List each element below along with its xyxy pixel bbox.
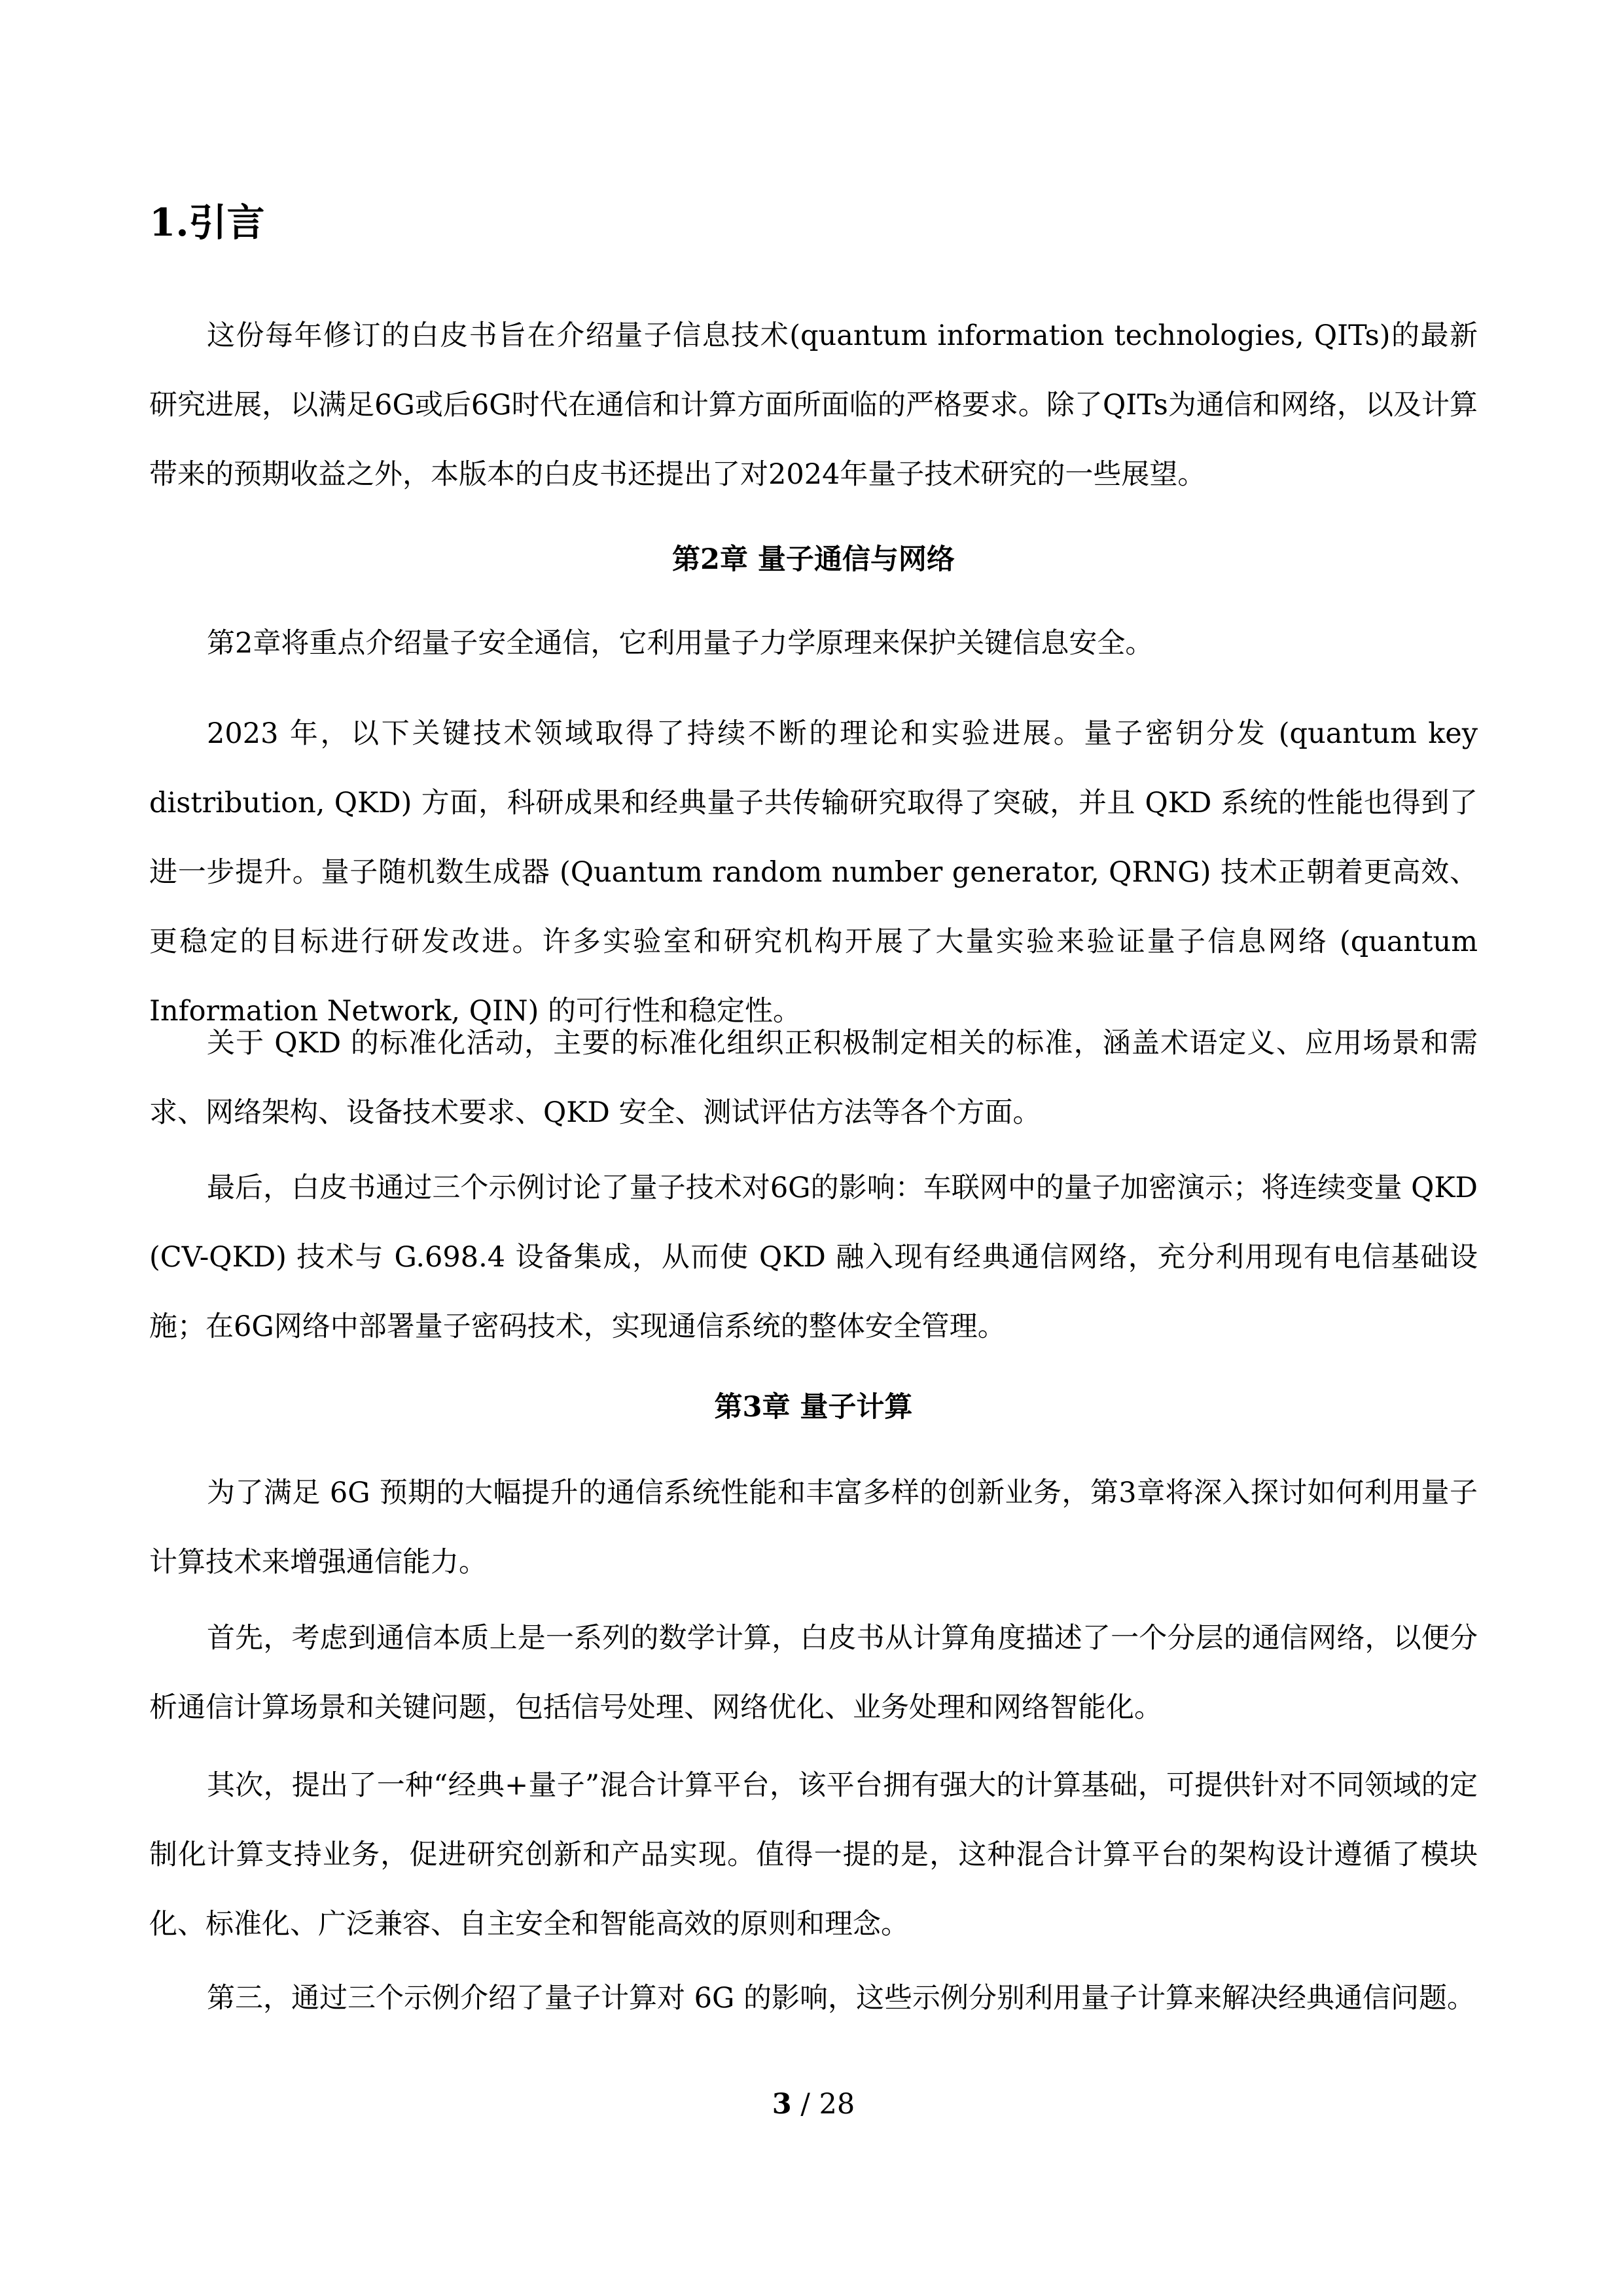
chapter-2-paragraph-4: 最后，白皮书通过三个示例讨论了量子技术对6G的影响：车联网中的量子加密演示；将连续变量 QKD (CV-QKD) 技术与 G.698.4 设备集成，从而使 QKD 融入现有经典通信网络，充分利用现有电信基础设施；在6G网络中部署量子密码技术，实现通信系统的整体安全管理。 (149, 1172, 1478, 1343)
chapter-3-paragraph-2: 首先，考虑到通信本质上是一系列的数学计算，白皮书从计算角度描述了一个分层的通信网络，以便分析通信计算场景和关键问题，包括信号处理、网络优化、业务处理和网络智能化。 (149, 1622, 1478, 1724)
section-heading-chapter-2: 第2章 量子通信与网络 (672, 543, 955, 576)
chapter-2-paragraph-2: 2023 年，以下关键技术领域取得了持续不断的理论和实验进展。量子密钥分发 (quantum key distribution, QKD) 方面，科研成果和经典量子共传输研究取得了突破，并且 QKD 系统的性能也得到了进一步提升。量子随机数生成器 (Quantum random number generator, QRNG) 技术正朝着更高效、更稳定的目标进行研发改进。许多实验室和研究机构开展了大量实验来验证量子信息网络 (quantum Information Network, QIN) 的可行性和稳定性。 (149, 717, 1478, 1028)
chapter-2-paragraph-3: 关于 QKD 的标准化活动，主要的标准化组织正积极制定相关的标准，涵盖术语定义、应用场景和需求、网络架构、设备技术要求、QKD 安全、测试评估方法等各个方面。 (149, 1027, 1478, 1129)
chapter-3-paragraph-3: 其次，提出了一种“经典+量子”混合计算平台，该平台拥有强大的计算基础，可提供针对不同领域的定制化计算支持业务，促进研究创新和产品实现。值得一提的是，这种混合计算平台的架构设计遵循了模块化、标准化、广泛兼容、自主安全和智能高效的原则和理念。 (149, 1769, 1478, 1941)
chapter-3-paragraph-1: 为了满足 6G 预期的大幅提升的通信系统性能和丰富多样的创新业务，第3章将深入探讨如何利用量子计算技术来增强通信能力。 (149, 1477, 1478, 1579)
intro-paragraph: 这份每年修订的白皮书旨在介绍量子信息技术(quantum information technologies, QITs)的最新研究进展，以满足6G或后6G时代在通信和计算方面所面临的严格要求。除了QITs为通信和网络，以及计算带来的预期收益之外，本版本的白皮书还提出了对2024年量子技术研究的一些展望。 (149, 319, 1478, 491)
chapter-3-paragraph-4: 第三，通过三个示例介绍了量子计算对 6G 的影响，这些示例分别利用量子计算来解决经典通信问题。 (207, 1982, 1476, 2015)
chapter-2-paragraph-1: 第2章将重点介绍量子安全通信，它利用量子力学原理来保护关键信息安全。 (207, 627, 1154, 660)
section-heading-chapter-3: 第3章 量子计算 (714, 1391, 913, 1424)
page-title: 1.引言 (149, 200, 265, 245)
page-footer (149, 2078, 1478, 2130)
page-total: / 28 (791, 2088, 855, 2121)
page-number: 3 (772, 2088, 792, 2121)
